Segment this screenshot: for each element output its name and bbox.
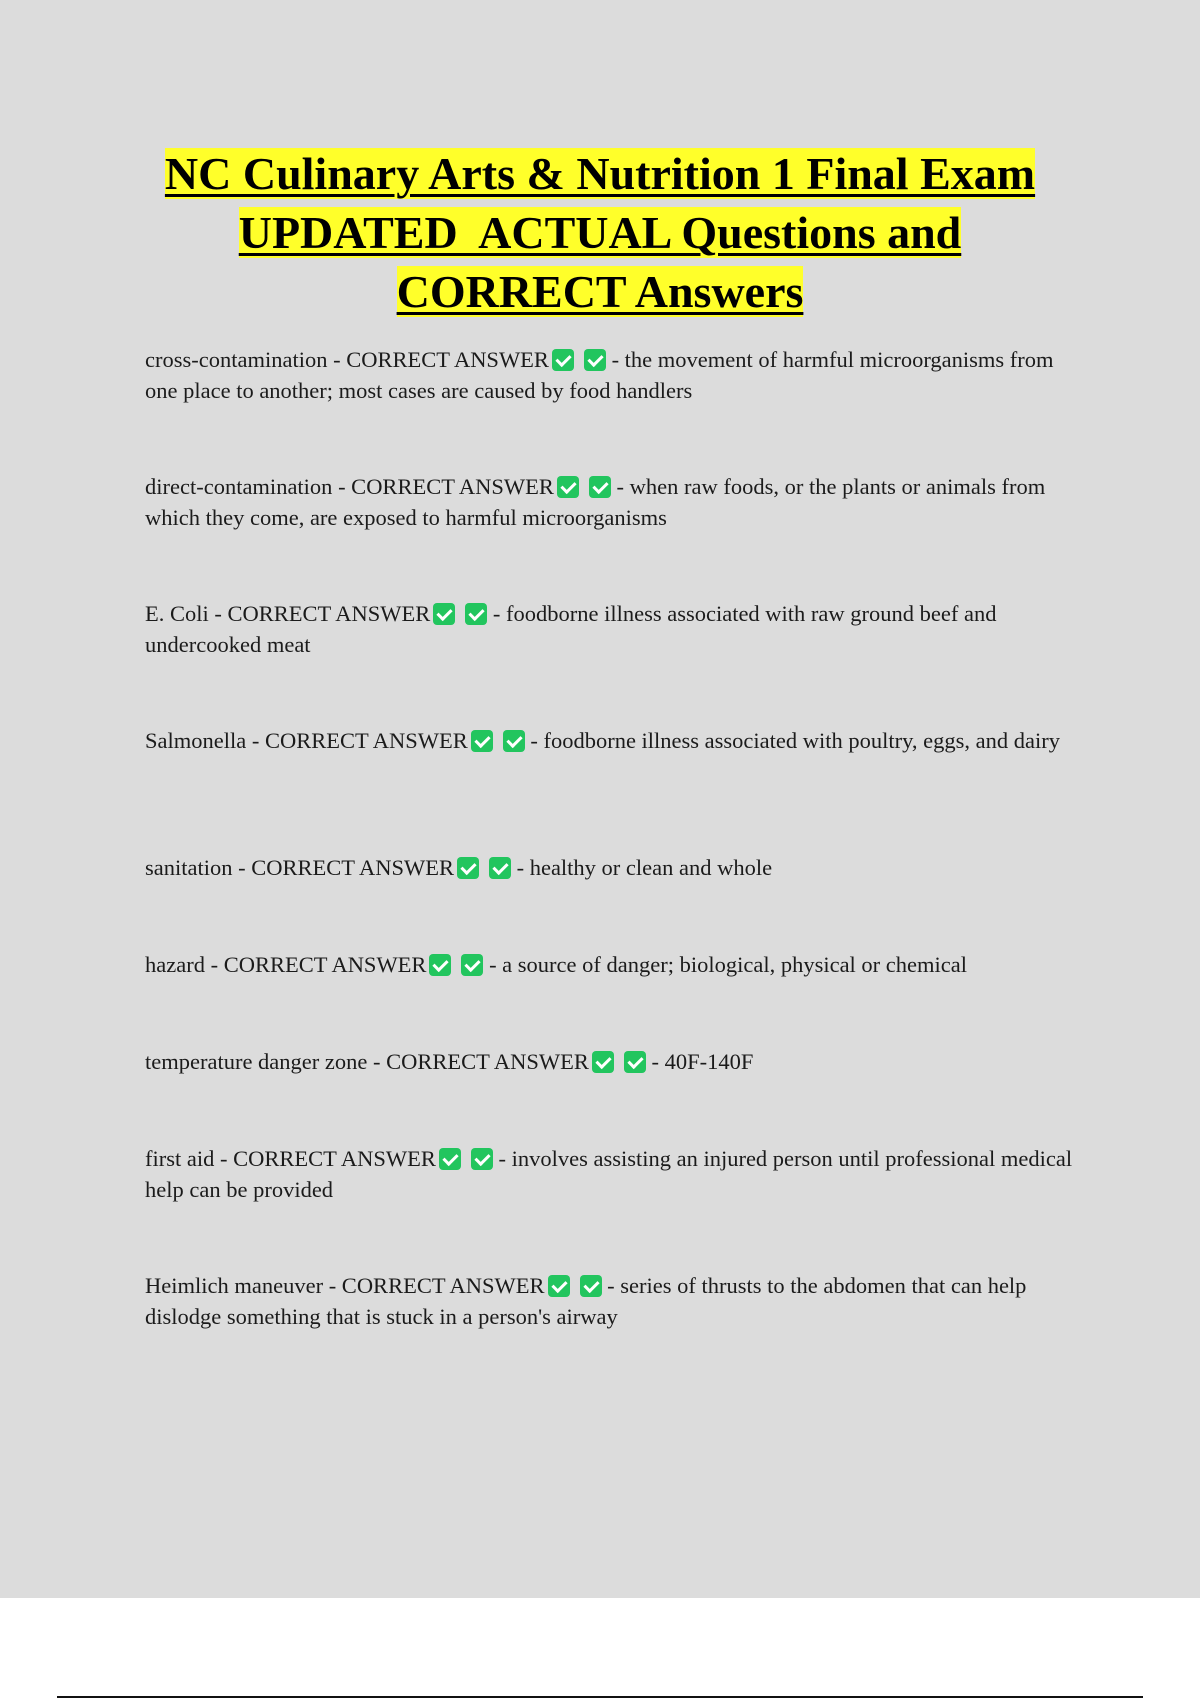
entry-definition: - healthy or clean and whole <box>516 855 773 880</box>
check-mark-icon <box>592 1051 614 1073</box>
entry-definition: - when raw foods, or the plants or animals from which they come, are exposed to harmful microorganisms <box>145 474 1046 530</box>
answer-label: - CORRECT ANSWER <box>338 474 554 499</box>
check-mark-icon <box>457 857 479 879</box>
title-line-1: NC Culinary Arts & Nutrition 1 Final Exam <box>164 148 1036 199</box>
entry-definition: - involves assisting an injured person until professional medical help can be provided <box>145 1146 1073 1202</box>
entry-definition: - foodborne illness associated with raw ground beef and undercooked meat <box>145 601 997 657</box>
check-mark-icon <box>584 349 606 371</box>
entry-term: first aid <box>145 1146 215 1171</box>
answer-label: - CORRECT ANSWER <box>219 1146 436 1171</box>
check-mark-icon <box>548 1275 570 1297</box>
qa-entry <box>145 598 1080 660</box>
title-line-2: UPDATED ACTUAL Questions and <box>238 207 962 258</box>
qa-entry <box>145 1143 1080 1205</box>
check-mark-icon <box>433 603 455 625</box>
page-footer-rule <box>57 1696 1143 1698</box>
check-mark-icon <box>589 476 611 498</box>
answer-label: - CORRECT ANSWER <box>214 601 431 626</box>
entry-term: direct-contamination <box>145 474 333 499</box>
entry-term: Salmonella <box>145 728 247 753</box>
check-mark-icon <box>489 857 511 879</box>
check-mark-icon <box>471 1148 493 1170</box>
answer-label: - CORRECT ANSWER <box>210 952 427 977</box>
entry-term: sanitation <box>145 855 233 880</box>
qa-entry <box>145 1046 1080 1077</box>
answer-label: - CORRECT ANSWER <box>333 347 549 372</box>
entry-term: E. Coli <box>145 601 209 626</box>
check-mark-icon <box>465 603 487 625</box>
entry-definition: - foodborne illness associated with poultry, eggs, and dairy <box>530 728 1061 753</box>
title-line-3: CORRECT Answers <box>396 266 804 317</box>
entry-definition: - the movement of harmful microorganisms from one place to another; most cases are caused by food handlers <box>145 347 1054 403</box>
entry-definition: - a source of danger; biological, physical or chemical <box>489 952 968 977</box>
answer-label: - CORRECT ANSWER <box>328 1273 545 1298</box>
entry-definition: - series of thrusts to the abdomen that can help dislodge something that is stuck in a person's airway <box>145 1273 1027 1329</box>
answer-label: - CORRECT ANSWER <box>373 1049 589 1074</box>
entry-term: Heimlich maneuver <box>145 1273 324 1298</box>
check-mark-icon <box>429 954 451 976</box>
entry-term: temperature danger zone <box>145 1049 368 1074</box>
check-mark-icon <box>557 476 579 498</box>
answer-label: - CORRECT ANSWER <box>251 728 468 753</box>
answer-label: - CORRECT ANSWER <box>238 855 454 880</box>
qa-entry <box>145 344 1080 406</box>
check-mark-icon <box>471 730 493 752</box>
entry-term: hazard <box>145 952 205 977</box>
check-mark-icon <box>552 349 574 371</box>
qa-entry <box>145 471 1080 533</box>
qa-entry <box>145 852 1080 883</box>
check-mark-icon <box>580 1275 602 1297</box>
qa-entry <box>145 949 1080 980</box>
document-title <box>100 144 1100 321</box>
check-mark-icon <box>461 954 483 976</box>
entry-term: cross-contamination <box>145 347 328 372</box>
qa-entry <box>145 725 1080 756</box>
check-mark-icon <box>503 730 525 752</box>
check-mark-icon <box>439 1148 461 1170</box>
entry-definition: - 40F-140F <box>651 1049 754 1074</box>
qa-entry <box>145 1270 1080 1332</box>
check-mark-icon <box>624 1051 646 1073</box>
